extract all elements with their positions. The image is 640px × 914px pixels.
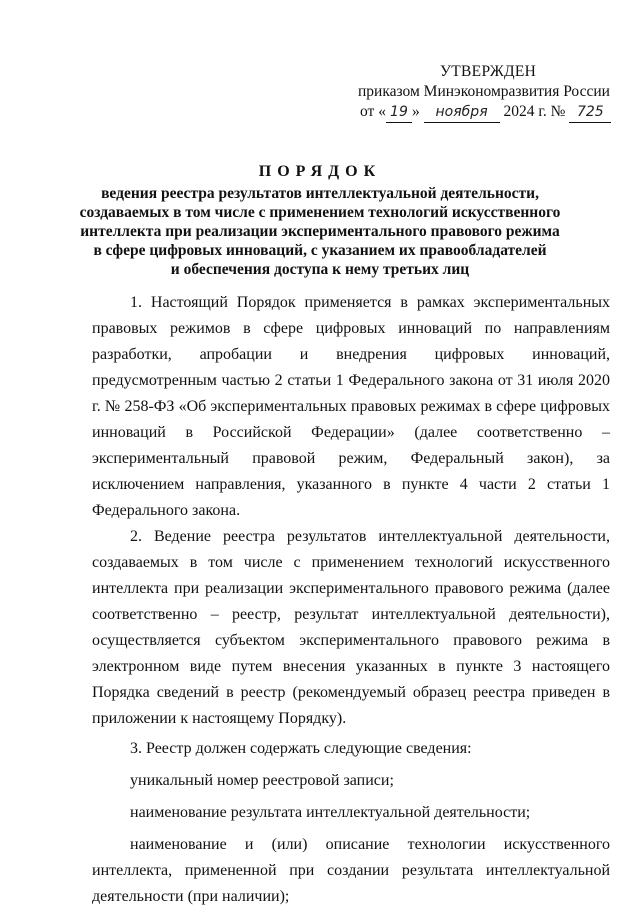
paragraph-1: 1. Настоящий Порядок применяется в рамках экспериментальных правовых режимов в сфере цифровых инноваций по направлениям разработки, апробации и внедрения цифровых инноваций, предусмотренным частью 2 статьи 1 Федерального закона от 31 июля 2020 г. № 258-ФЗ «Об экспериментальных правовых режимах в сфере цифровых инноваций в Российской Федерации» (далее соответственно – экспериментальный правовой режим, Федеральный закон), за исключением направления, указанного в пункте 4 части 2 статьи 1 Федерального закона. — [92, 294, 610, 519]
date-prefix: от « — [360, 103, 386, 120]
approval-order-line: приказом Минэкономразвития России — [358, 83, 610, 100]
paragraph-2: 2. Ведение реестра результатов интеллектуальной деятельности, создаваемых в том числе с применением технологий искусственного интеллекта при реализации экспериментального правового режима (далее соответственно – реестр, результат интеллектуальной деятельности), осуществляется субъектом экспериментального правового режима в электронном виде путем внесения указанных в пункте 3 настоящего Порядка сведений в реестр (рекомендуемый образец реестра приведен в приложении к настоящему Порядку). — [92, 528, 610, 727]
paragraph-ai-technology: наименование и (или) описание технологии искусственного интеллекта, примененной при создании результата интеллектуальной деятельности (при наличии); — [92, 836, 610, 905]
list-item-result-name: наименование результата интеллектуальной деятельности; — [130, 804, 531, 821]
approval-heading: УТВЕРЖДЕН — [440, 63, 537, 80]
title-main: ПОРЯДОК — [258, 163, 382, 180]
handwritten-month: ноября — [424, 102, 500, 123]
paragraph-3: 3. Реестр должен содержать следующие сведения: — [130, 740, 472, 757]
list-item-registry-number: уникальный номер реестровой записи; — [130, 772, 394, 789]
approval-block — [340, 62, 610, 123]
subtitle-line: интеллекта при реализации экспериментального правового режима — [80, 223, 560, 240]
approval-date-line — [340, 102, 610, 123]
subtitle-line: и обеспечения доступа к нему третьих лиц — [170, 261, 470, 278]
date-quote-close: » — [411, 103, 420, 120]
title-subtitle — [0, 184, 640, 279]
document-body — [92, 290, 610, 914]
subtitle-line: в сфере цифровых инноваций, с указанием их правообладателей — [93, 242, 547, 259]
handwritten-day: 19 — [386, 102, 412, 123]
subtitle-line: ведения реестра результатов интеллектуальной деятельности, — [101, 185, 539, 202]
subtitle-line: создаваемых в том числе с применением технологий искусственного — [79, 204, 561, 221]
handwritten-order-number: 725 — [569, 102, 611, 123]
date-year: 2024 г. № — [503, 103, 566, 120]
